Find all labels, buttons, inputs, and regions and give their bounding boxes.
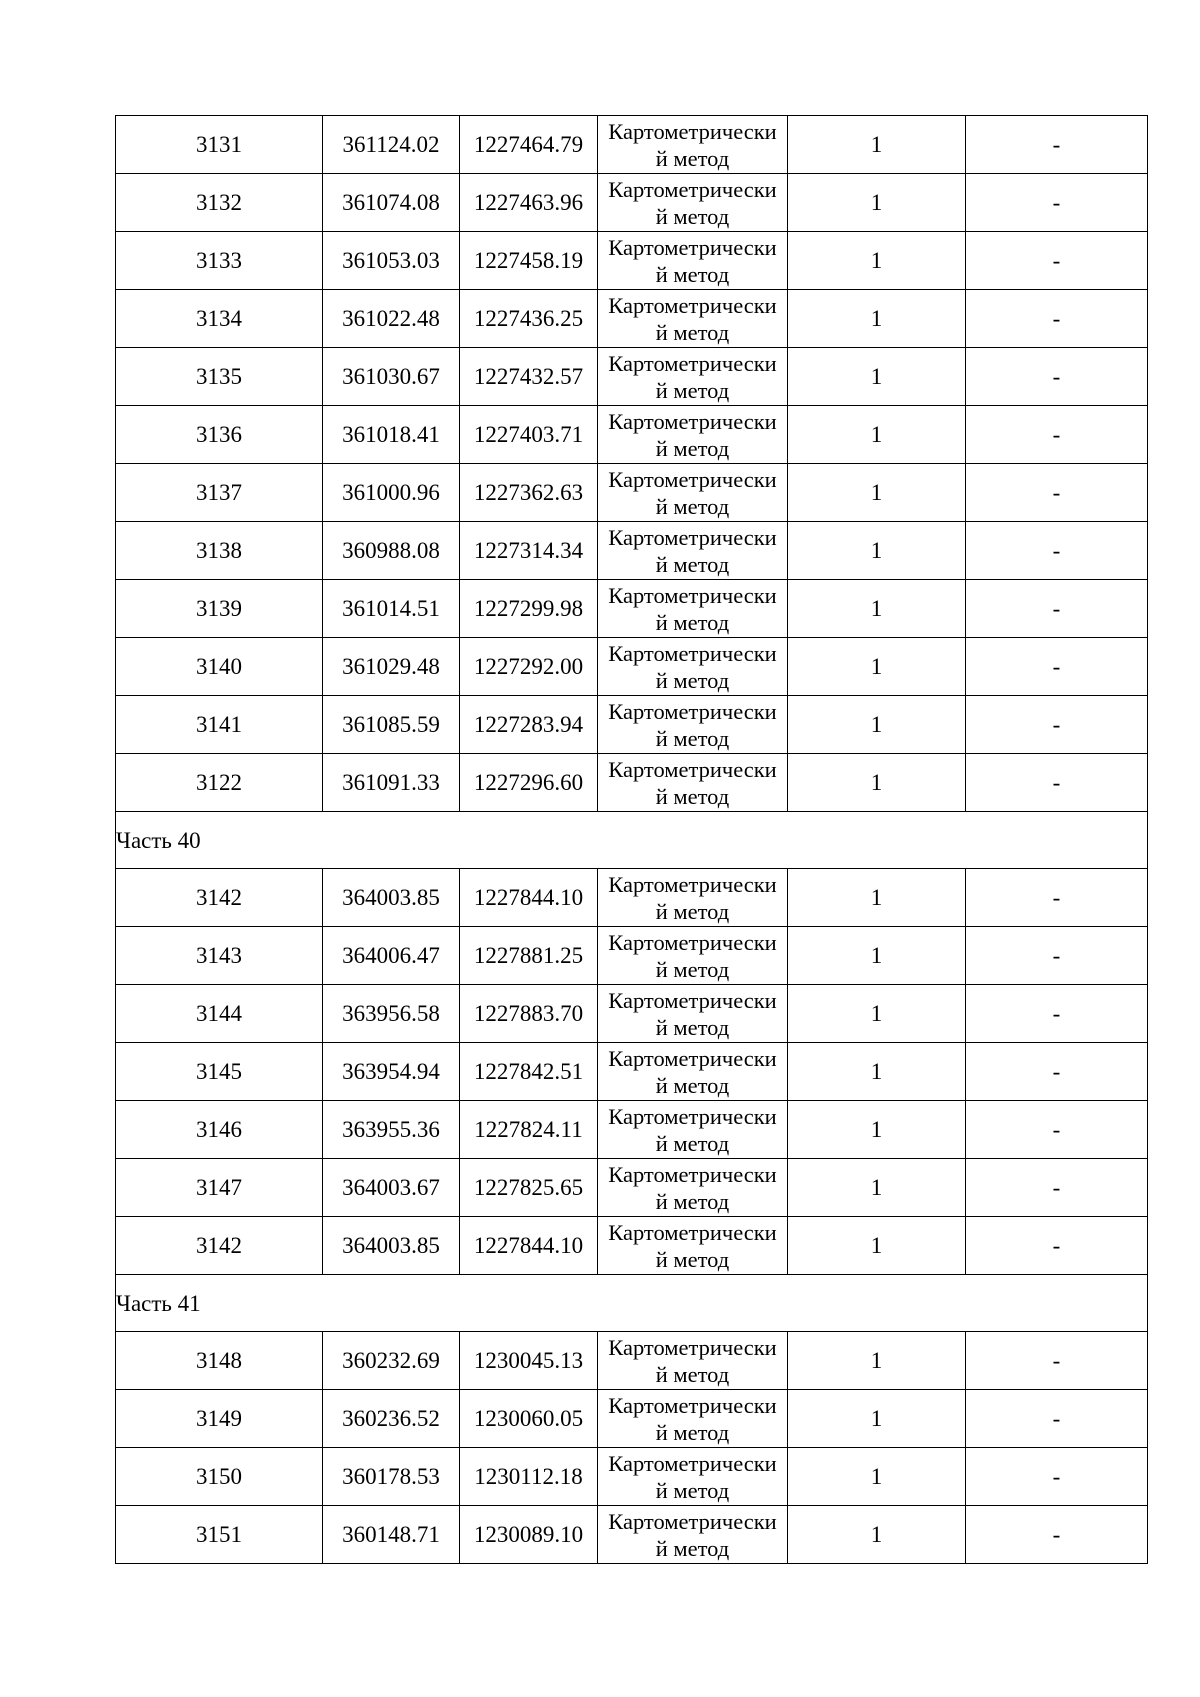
point-number-cell: 3146 xyxy=(116,1101,323,1159)
accuracy-cell: 1 xyxy=(788,1332,966,1390)
method-cell xyxy=(598,116,788,174)
part-label: Часть 41 xyxy=(116,1275,1148,1332)
note-cell: - xyxy=(966,1332,1148,1390)
note-cell: - xyxy=(966,927,1148,985)
x-coordinate-cell: 361014.51 xyxy=(323,580,460,638)
method-text-line: Картометрически xyxy=(608,988,777,1013)
x-coordinate-cell: 361091.33 xyxy=(323,754,460,812)
method-text-line: й метод xyxy=(655,1015,730,1040)
note-cell: - xyxy=(966,116,1148,174)
table-body xyxy=(116,116,1148,1564)
method-text-line: й метод xyxy=(655,320,730,345)
x-coordinate-cell: 361085.59 xyxy=(323,696,460,754)
accuracy-cell: 1 xyxy=(788,1390,966,1448)
method-text-line: Картометрически xyxy=(608,930,777,955)
accuracy-cell: 1 xyxy=(788,580,966,638)
accuracy-cell: 1 xyxy=(788,348,966,406)
method-cell xyxy=(598,290,788,348)
y-coordinate-cell: 1227464.79 xyxy=(460,116,598,174)
method-cell xyxy=(598,522,788,580)
note-cell: - xyxy=(966,1043,1148,1101)
method-text-line: Картометрически xyxy=(608,293,777,318)
table-row xyxy=(116,927,1148,985)
method-text-line: й метод xyxy=(655,146,730,171)
x-coordinate-cell: 363954.94 xyxy=(323,1043,460,1101)
y-coordinate-cell: 1227844.10 xyxy=(460,869,598,927)
point-number-cell: 3137 xyxy=(116,464,323,522)
method-text-line: й метод xyxy=(655,1131,730,1156)
table-row xyxy=(116,754,1148,812)
note-cell: - xyxy=(966,580,1148,638)
point-number-cell: 3147 xyxy=(116,1159,323,1217)
table-row xyxy=(116,1101,1148,1159)
method-cell xyxy=(598,406,788,464)
y-coordinate-cell: 1227842.51 xyxy=(460,1043,598,1101)
point-number-cell: 3142 xyxy=(116,1217,323,1275)
method-text-line: Картометрически xyxy=(608,235,777,260)
method-text-line: й метод xyxy=(655,552,730,577)
point-number-cell: 3122 xyxy=(116,754,323,812)
method-text-line: й метод xyxy=(655,262,730,287)
point-number-cell: 3150 xyxy=(116,1448,323,1506)
table-row xyxy=(116,1506,1148,1564)
accuracy-cell: 1 xyxy=(788,638,966,696)
method-text-line: Картометрически xyxy=(608,1162,777,1187)
accuracy-cell: 1 xyxy=(788,696,966,754)
point-number-cell: 3142 xyxy=(116,869,323,927)
point-number-cell: 3145 xyxy=(116,1043,323,1101)
accuracy-cell: 1 xyxy=(788,1159,966,1217)
table-row xyxy=(116,464,1148,522)
accuracy-cell: 1 xyxy=(788,232,966,290)
accuracy-cell: 1 xyxy=(788,927,966,985)
y-coordinate-cell: 1227881.25 xyxy=(460,927,598,985)
note-cell: - xyxy=(966,638,1148,696)
part-header-row xyxy=(116,1275,1148,1332)
method-cell xyxy=(598,1332,788,1390)
method-text-line: Картометрически xyxy=(608,757,777,782)
accuracy-cell: 1 xyxy=(788,754,966,812)
y-coordinate-cell: 1230089.10 xyxy=(460,1506,598,1564)
note-cell: - xyxy=(966,985,1148,1043)
note-cell: - xyxy=(966,1448,1148,1506)
x-coordinate-cell: 361124.02 xyxy=(323,116,460,174)
method-text-line: й метод xyxy=(655,1478,730,1503)
method-text-line: Картометрически xyxy=(608,409,777,434)
y-coordinate-cell: 1230060.05 xyxy=(460,1390,598,1448)
method-text-line: Картометрически xyxy=(608,699,777,724)
note-cell: - xyxy=(966,232,1148,290)
note-cell: - xyxy=(966,522,1148,580)
method-text-line: й метод xyxy=(655,494,730,519)
table-row xyxy=(116,638,1148,696)
note-cell: - xyxy=(966,406,1148,464)
accuracy-cell: 1 xyxy=(788,1043,966,1101)
point-number-cell: 3131 xyxy=(116,116,323,174)
x-coordinate-cell: 361000.96 xyxy=(323,464,460,522)
y-coordinate-cell: 1227432.57 xyxy=(460,348,598,406)
y-coordinate-cell: 1227296.60 xyxy=(460,754,598,812)
method-text-line: й метод xyxy=(655,610,730,635)
method-text-line: й метод xyxy=(655,726,730,751)
accuracy-cell: 1 xyxy=(788,522,966,580)
table-row xyxy=(116,1043,1148,1101)
method-text-line: Картометрически xyxy=(608,1335,777,1360)
table-row xyxy=(116,985,1148,1043)
method-text-line: й метод xyxy=(655,899,730,924)
method-text-line: Картометрически xyxy=(608,119,777,144)
note-cell: - xyxy=(966,348,1148,406)
y-coordinate-cell: 1227824.11 xyxy=(460,1101,598,1159)
x-coordinate-cell: 360232.69 xyxy=(323,1332,460,1390)
method-cell xyxy=(598,1159,788,1217)
y-coordinate-cell: 1227436.25 xyxy=(460,290,598,348)
accuracy-cell: 1 xyxy=(788,290,966,348)
note-cell: - xyxy=(966,1101,1148,1159)
note-cell: - xyxy=(966,754,1148,812)
x-coordinate-cell: 363955.36 xyxy=(323,1101,460,1159)
table-row xyxy=(116,580,1148,638)
coordinates-table xyxy=(115,115,1148,1564)
method-text-line: й метод xyxy=(655,1420,730,1445)
method-text-line: Картометрически xyxy=(608,351,777,376)
x-coordinate-cell: 360988.08 xyxy=(323,522,460,580)
method-text-line: й метод xyxy=(655,1189,730,1214)
point-number-cell: 3136 xyxy=(116,406,323,464)
method-cell xyxy=(598,1390,788,1448)
method-cell xyxy=(598,985,788,1043)
y-coordinate-cell: 1227825.65 xyxy=(460,1159,598,1217)
note-cell: - xyxy=(966,1390,1148,1448)
method-cell xyxy=(598,1043,788,1101)
method-text-line: й метод xyxy=(655,784,730,809)
accuracy-cell: 1 xyxy=(788,1217,966,1275)
x-coordinate-cell: 361030.67 xyxy=(323,348,460,406)
method-text-line: Картометрически xyxy=(608,641,777,666)
y-coordinate-cell: 1227299.98 xyxy=(460,580,598,638)
accuracy-cell: 1 xyxy=(788,1448,966,1506)
y-coordinate-cell: 1227314.34 xyxy=(460,522,598,580)
note-cell: - xyxy=(966,696,1148,754)
table-row xyxy=(116,174,1148,232)
method-text-line: Картометрически xyxy=(608,872,777,897)
point-number-cell: 3148 xyxy=(116,1332,323,1390)
method-text-line: й метод xyxy=(655,436,730,461)
table-row xyxy=(116,1159,1148,1217)
x-coordinate-cell: 361022.48 xyxy=(323,290,460,348)
x-coordinate-cell: 361018.41 xyxy=(323,406,460,464)
method-text-line: Картометрически xyxy=(608,1046,777,1071)
accuracy-cell: 1 xyxy=(788,1506,966,1564)
note-cell: - xyxy=(966,1159,1148,1217)
x-coordinate-cell: 361029.48 xyxy=(323,638,460,696)
y-coordinate-cell: 1227458.19 xyxy=(460,232,598,290)
point-number-cell: 3139 xyxy=(116,580,323,638)
method-text-line: Картометрически xyxy=(608,1393,777,1418)
method-text-line: й метод xyxy=(655,378,730,403)
note-cell: - xyxy=(966,1506,1148,1564)
method-cell xyxy=(598,927,788,985)
x-coordinate-cell: 363956.58 xyxy=(323,985,460,1043)
y-coordinate-cell: 1230112.18 xyxy=(460,1448,598,1506)
method-cell xyxy=(598,869,788,927)
method-cell xyxy=(598,696,788,754)
y-coordinate-cell: 1227403.71 xyxy=(460,406,598,464)
table-row xyxy=(116,1217,1148,1275)
point-number-cell: 3132 xyxy=(116,174,323,232)
x-coordinate-cell: 364003.85 xyxy=(323,869,460,927)
note-cell: - xyxy=(966,290,1148,348)
note-cell: - xyxy=(966,464,1148,522)
method-text-line: й метод xyxy=(655,204,730,229)
y-coordinate-cell: 1230045.13 xyxy=(460,1332,598,1390)
method-text-line: Картометрически xyxy=(608,1451,777,1476)
accuracy-cell: 1 xyxy=(788,174,966,232)
method-text-line: Картометрически xyxy=(608,1220,777,1245)
table-row xyxy=(116,1332,1148,1390)
accuracy-cell: 1 xyxy=(788,985,966,1043)
y-coordinate-cell: 1227883.70 xyxy=(460,985,598,1043)
method-cell xyxy=(598,464,788,522)
method-text-line: Картометрически xyxy=(608,525,777,550)
point-number-cell: 3134 xyxy=(116,290,323,348)
table-row xyxy=(116,522,1148,580)
accuracy-cell: 1 xyxy=(788,406,966,464)
x-coordinate-cell: 364006.47 xyxy=(323,927,460,985)
method-cell xyxy=(598,580,788,638)
method-text-line: й метод xyxy=(655,957,730,982)
method-text-line: й метод xyxy=(655,1362,730,1387)
note-cell: - xyxy=(966,174,1148,232)
method-text-line: Картометрически xyxy=(608,467,777,492)
point-number-cell: 3143 xyxy=(116,927,323,985)
method-cell xyxy=(598,754,788,812)
table-row xyxy=(116,406,1148,464)
method-cell xyxy=(598,232,788,290)
method-cell xyxy=(598,1101,788,1159)
table-row xyxy=(116,116,1148,174)
method-cell xyxy=(598,174,788,232)
method-text-line: Картометрически xyxy=(608,1104,777,1129)
accuracy-cell: 1 xyxy=(788,1101,966,1159)
method-text-line: й метод xyxy=(655,668,730,693)
method-cell xyxy=(598,638,788,696)
table-row xyxy=(116,869,1148,927)
method-cell xyxy=(598,1506,788,1564)
y-coordinate-cell: 1227463.96 xyxy=(460,174,598,232)
x-coordinate-cell: 360148.71 xyxy=(323,1506,460,1564)
point-number-cell: 3141 xyxy=(116,696,323,754)
x-coordinate-cell: 360236.52 xyxy=(323,1390,460,1448)
note-cell: - xyxy=(966,869,1148,927)
accuracy-cell: 1 xyxy=(788,869,966,927)
point-number-cell: 3135 xyxy=(116,348,323,406)
method-text-line: й метод xyxy=(655,1073,730,1098)
point-number-cell: 3140 xyxy=(116,638,323,696)
part-header-row xyxy=(116,812,1148,869)
method-text-line: й метод xyxy=(655,1247,730,1272)
y-coordinate-cell: 1227292.00 xyxy=(460,638,598,696)
method-text-line: Картометрически xyxy=(608,1509,777,1534)
accuracy-cell: 1 xyxy=(788,116,966,174)
method-cell xyxy=(598,1217,788,1275)
point-number-cell: 3144 xyxy=(116,985,323,1043)
table-row xyxy=(116,1390,1148,1448)
point-number-cell: 3149 xyxy=(116,1390,323,1448)
part-label: Часть 40 xyxy=(116,812,1148,869)
note-cell: - xyxy=(966,1217,1148,1275)
table-row xyxy=(116,348,1148,406)
x-coordinate-cell: 364003.85 xyxy=(323,1217,460,1275)
point-number-cell: 3138 xyxy=(116,522,323,580)
x-coordinate-cell: 361074.08 xyxy=(323,174,460,232)
method-text-line: й метод xyxy=(655,1536,730,1561)
point-number-cell: 3133 xyxy=(116,232,323,290)
x-coordinate-cell: 364003.67 xyxy=(323,1159,460,1217)
x-coordinate-cell: 361053.03 xyxy=(323,232,460,290)
method-text-line: Картометрически xyxy=(608,583,777,608)
table-row xyxy=(116,232,1148,290)
x-coordinate-cell: 360178.53 xyxy=(323,1448,460,1506)
table-row xyxy=(116,696,1148,754)
y-coordinate-cell: 1227283.94 xyxy=(460,696,598,754)
accuracy-cell: 1 xyxy=(788,464,966,522)
method-text-line: Картометрически xyxy=(608,177,777,202)
point-number-cell: 3151 xyxy=(116,1506,323,1564)
method-cell xyxy=(598,1448,788,1506)
table-row xyxy=(116,1448,1148,1506)
y-coordinate-cell: 1227844.10 xyxy=(460,1217,598,1275)
table-row xyxy=(116,290,1148,348)
method-cell xyxy=(598,348,788,406)
y-coordinate-cell: 1227362.63 xyxy=(460,464,598,522)
